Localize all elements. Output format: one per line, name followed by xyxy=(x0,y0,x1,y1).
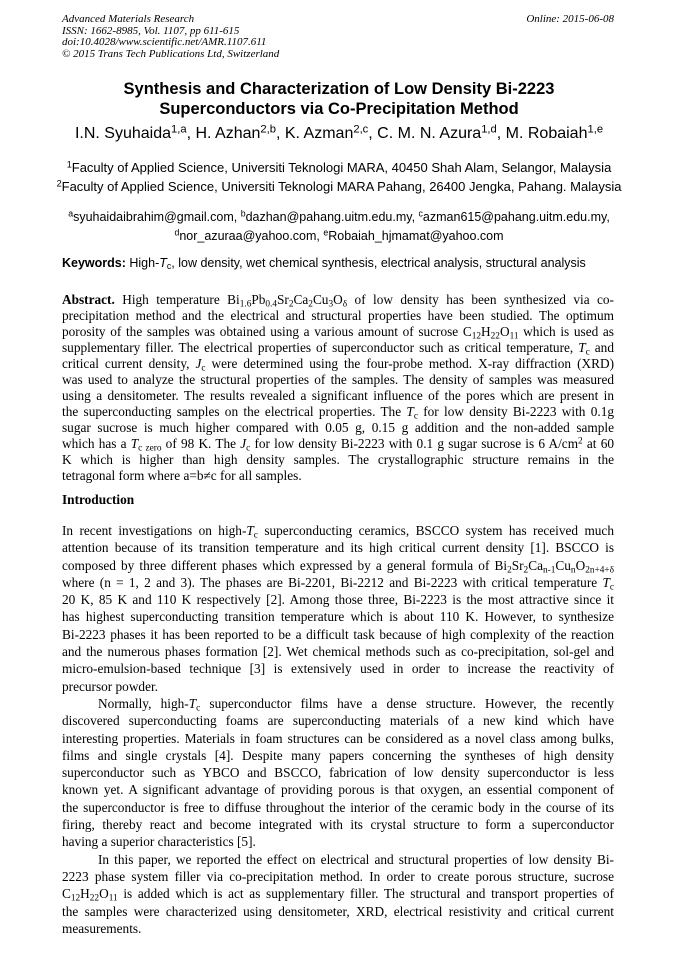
text-line: which has a $T_{c zero}$ of 98 K. The $J_c$ for low density Bi-2223 with 0.1 g sugar sucrose is 6 $A/cm^2$ at 60 xyxy=(62,436,614,454)
text-line: the superconductor is free to diffuse throughout the interior of the ceramic body in the course of its xyxy=(62,799,614,815)
author-emails xyxy=(0,208,678,246)
text-line: composed by three different phases which expressed by a general formula of $Bi_2Sr_2Ca_{n-1}Cu_nO_{2n+4+\delta}$ xyxy=(62,557,614,575)
text-line: the superconducting samples on the electrical properties. The $T_c$ for low density Bi-2223 with 0.1g xyxy=(62,404,614,422)
text-line: porosity of the samples was obtained using a various amount of sucrose $C_{12}H_{22}O_{11}$ which is used as xyxy=(62,324,614,342)
keywords: Keywords: High-$T_c$, low density, wet chemical synthesis, electrical analysis, structural analysis xyxy=(62,256,586,272)
journal-name: Advanced Materials Research xyxy=(62,13,195,25)
text-line: supplementary filler. The electrical properties of superconductor such as critical temperature, $T_c$ and xyxy=(62,340,614,358)
section-heading-introduction: Introduction xyxy=(62,492,135,507)
text-line: measurements. xyxy=(62,920,142,936)
affiliation-1: $^1$Faculty of Applied Science, Universiti Teknologi MARA, 40450 Shah Alam, Selangor, Malaysia xyxy=(66,159,612,175)
text-line: was used to analyze the structural properties of the samples. The density of samples was measured xyxy=(62,372,614,387)
text-line: precursor powder. xyxy=(62,678,158,694)
text-line: $C_{12}H_{22}O_{11}$ is added which is act as supplementary filler. The structural and transport properties of xyxy=(62,886,614,904)
title-line: Synthesis and Characterization of Low Density Bi-2223 xyxy=(123,80,555,98)
text-line: precipitation method and the electrical and structural properties have been studied. The optimum xyxy=(62,308,614,323)
text-line: films and single crystals [4]. Despite many papers concerning the syntheses of high density xyxy=(62,747,614,763)
text-line: micro-emulsion-based technique [3] is extensively used in order to increase the reactivity of xyxy=(62,661,614,677)
text-line: critical current density, $J_c$ were determined using the four-probe method. X-ray diffraction (XRD) xyxy=(62,356,614,374)
text-line: Abstract. High temperature $Bi_{1.6}Pb_{0.4}Sr_2Ca_2Cu_3O_\delta$ of low density has been synthesized via co- xyxy=(62,292,614,310)
email-line: $^d$nor_azuraa@yahoo.com, $^e$Robaiah_hjmamat@yahoo.com xyxy=(174,227,504,243)
issn-volume: ISSN: 1662-8985, Vol. 1107, pp 611-615 xyxy=(62,24,240,37)
text-line: discovered superconducting foams are superconducting materials of a new kind which have xyxy=(62,713,614,729)
paragraph xyxy=(62,522,614,695)
text-line: using a densitometer. The results revealed a significant influence of the pores which are present in xyxy=(62,388,614,403)
doi: doi:10.4028/www.scientific.net/AMR.1107.611 xyxy=(62,36,267,49)
online-date: Online: 2015-06-08 xyxy=(526,13,614,25)
copyright: © 2015 Trans Tech Publications Ltd, Switzerland xyxy=(62,47,280,60)
paragraph xyxy=(62,695,614,851)
journal-header xyxy=(62,14,279,60)
introduction-body xyxy=(62,522,614,937)
text-line: Bi-2223 phases it has been reported to be a difficult task because of high complexity of the reaction xyxy=(62,626,614,642)
text-line: tetragonal form where a=b≠c for all samples. xyxy=(62,468,302,483)
abstract xyxy=(62,292,614,484)
text-line: firing, thereby react and become integrated with its crystal structure to form a superconductor xyxy=(62,817,614,833)
authors: I.N. Syuhaida$^{1,a}$, H. Azhan$^{2,b}$, K. Azman$^{2,c}$, C. M. N. Azura$^{1,d}$, M. Robaiah$^{1,e}$ xyxy=(74,123,604,142)
text-line: 2223 phase system filler via co-precipitation method. In order to create porous structure, sucrose xyxy=(62,868,614,884)
text-line: 20 K, 85 K and 110 K respectively [2]. Among those three, Bi-2223 is the most attractive since it xyxy=(62,592,614,608)
paper-title xyxy=(0,79,678,119)
title-line: Superconductors via Co-Precipitation Method xyxy=(159,100,519,118)
text-line: and the numerous phases formation [2]. Wet chemical methods such as co-precipitation, sol-gel and xyxy=(62,644,614,660)
text-line: In this paper, we reported the effect on electrical and structural properties of low density Bi- xyxy=(98,851,614,867)
text-line: where (n = 1, 2 and 3). The phases are Bi-2201, Bi-2212 and Bi-2223 with critical temperature $T_c$ xyxy=(62,574,614,593)
text-line: superconductor such as YBCO and BSCCO, fabrication of low density superconductor is less xyxy=(62,765,614,781)
text-line: interesting properties. Materials in foam structures can be considered as a novel class among bulks, xyxy=(62,730,614,746)
text-line: has highest superconducting transition temperature which is about 110 K. However, to synthesize xyxy=(62,609,614,625)
email-line: $^a$syuhaidaibrahim@gmail.com, $^b$dazhan@pahang.uitm.edu.my, $^c$azman615@pahang.uitm.edu.my, xyxy=(68,208,610,224)
text-line: the samples were characterized using densitometer, XRD, electrical resistivity and critical current xyxy=(62,903,614,919)
affiliation-2: $^2$Faculty of Applied Science, Universiti Teknologi MARA Pahang, 26400 Jengka, Pahang. Malaysia xyxy=(56,178,622,194)
text-line: attention because of its transition temperature and its high critical current density [1]. BSCCO is xyxy=(62,540,614,556)
paragraph xyxy=(62,851,614,937)
text-line: known yet. A significant advantage of providing porous is that oxygen, an essential component of xyxy=(62,782,614,798)
text-line: In recent investigations on high-$T_c$ superconducting ceramics, BSCCO system has received much xyxy=(62,523,614,541)
text-line: sugar sucrose is much higher compared with 0.05 g, 0.15 g addition and the non-added sample xyxy=(62,420,614,435)
text-line: K which is higher than high density samples. The crystallographic structure remains in the xyxy=(62,452,614,467)
text-line: having a superior characteristics [5]. xyxy=(62,834,256,850)
text-line: Normally, high-$T_c$ superconductor films have a dense structure. However, the recently xyxy=(98,695,614,714)
